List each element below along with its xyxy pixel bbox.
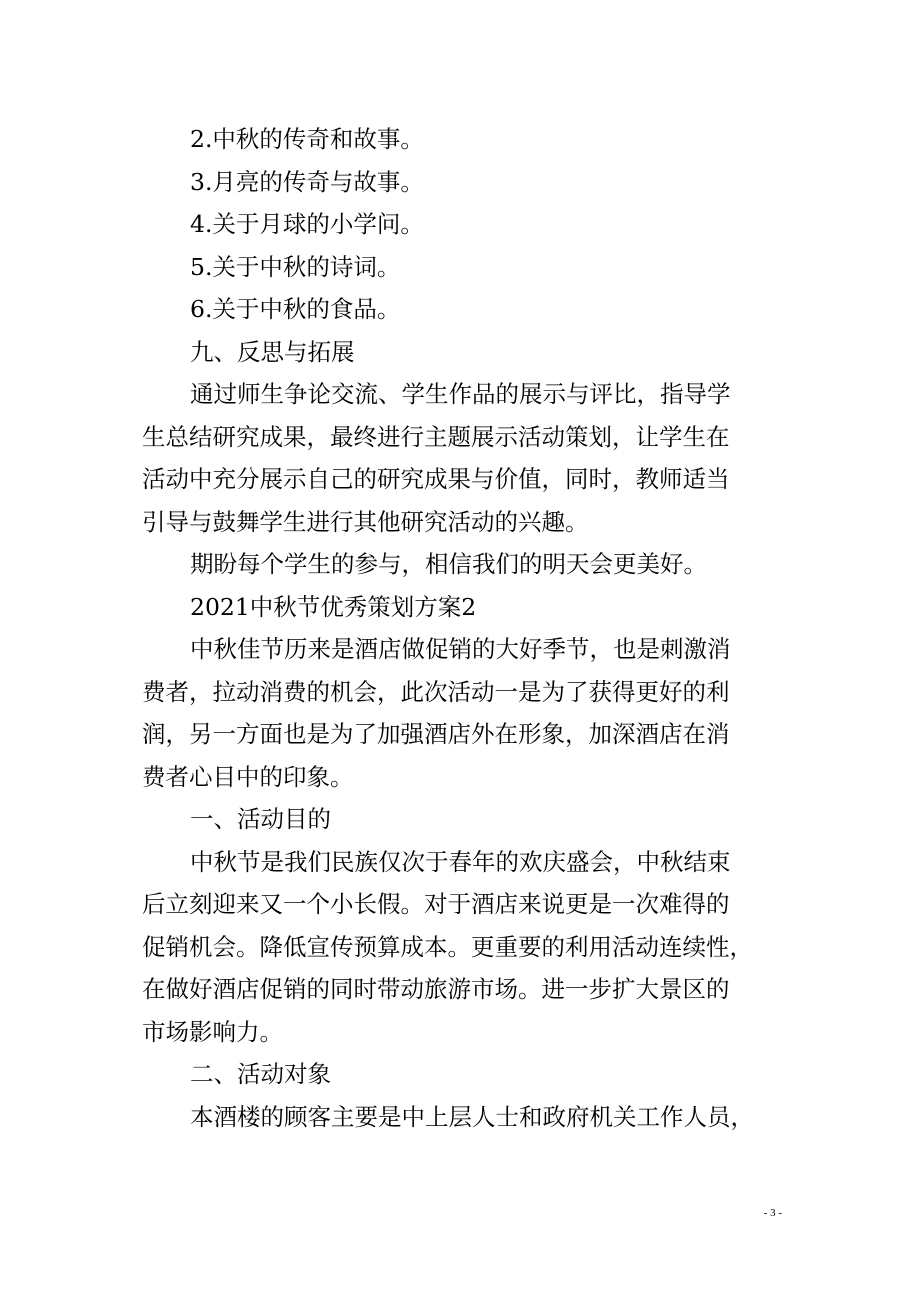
section-heading: 二、活动对象	[190, 1060, 331, 1088]
list-item: 4.关于月球的小学问。	[190, 210, 424, 238]
paragraph-line: 本酒楼的顾客主要是中上层人士和政府机关工作人员，	[190, 1102, 754, 1131]
paragraph-line: 活动中充分展示自己的研究成果与价值，同时，教师适当	[142, 465, 730, 493]
paragraph-line: 引导与鼓舞学生进行其他研究活动的兴趣。	[142, 507, 589, 536]
section-heading: 一、活动目的	[190, 805, 331, 833]
paragraph-line: 中秋佳节历来是酒店做促销的大好季节，也是刺激消	[190, 635, 731, 663]
paragraph-line: 后立刻迎来又一个小长假。对于酒店来说更是一次难得的	[142, 890, 730, 918]
paragraph-line: 促销机会。降低宣传预算成本。更重要的利用活动连续性，	[142, 932, 753, 961]
list-item: 5.关于中秋的诗词。	[190, 252, 401, 281]
list-item: 3.月亮的传奇与故事。	[190, 167, 424, 196]
paragraph-line: 中秋节是我们民族仅次于春年的欢庆盛会，中秋结束	[190, 847, 731, 876]
page-number: - 3 -	[763, 1207, 782, 1219]
paragraph-line: 生总结研究成果，最终进行主题展示活动策划，让学生在	[142, 422, 730, 451]
paragraph-line: 费者，拉动消费的机会，此次活动一是为了获得更好的利	[142, 677, 730, 706]
paragraph-line: 通过师生争论交流、学生作品的展示与评比，指导学	[190, 380, 731, 408]
document-body	[142, 118, 762, 1138]
paragraph-line: 期盼每个学生的参与，相信我们的明天会更美好。	[190, 550, 707, 578]
section-title: 2021中秋节优秀策划方案2	[190, 592, 477, 621]
paragraph-line: 费者心目中的印象。	[142, 762, 354, 791]
list-item: 2.中秋的传奇和故事。	[190, 125, 424, 153]
paragraph-line: 在做好酒店促销的同时带动旅游市场。进一步扩大景区的	[142, 975, 730, 1003]
paragraph-line: 市场影响力。	[142, 1017, 283, 1046]
section-heading: 九、反思与拓展	[190, 337, 355, 366]
paragraph-line: 润，另一方面也是为了加强酒店外在形象，加深酒店在消	[142, 720, 730, 748]
list-item: 6.关于中秋的食品。	[190, 295, 401, 323]
